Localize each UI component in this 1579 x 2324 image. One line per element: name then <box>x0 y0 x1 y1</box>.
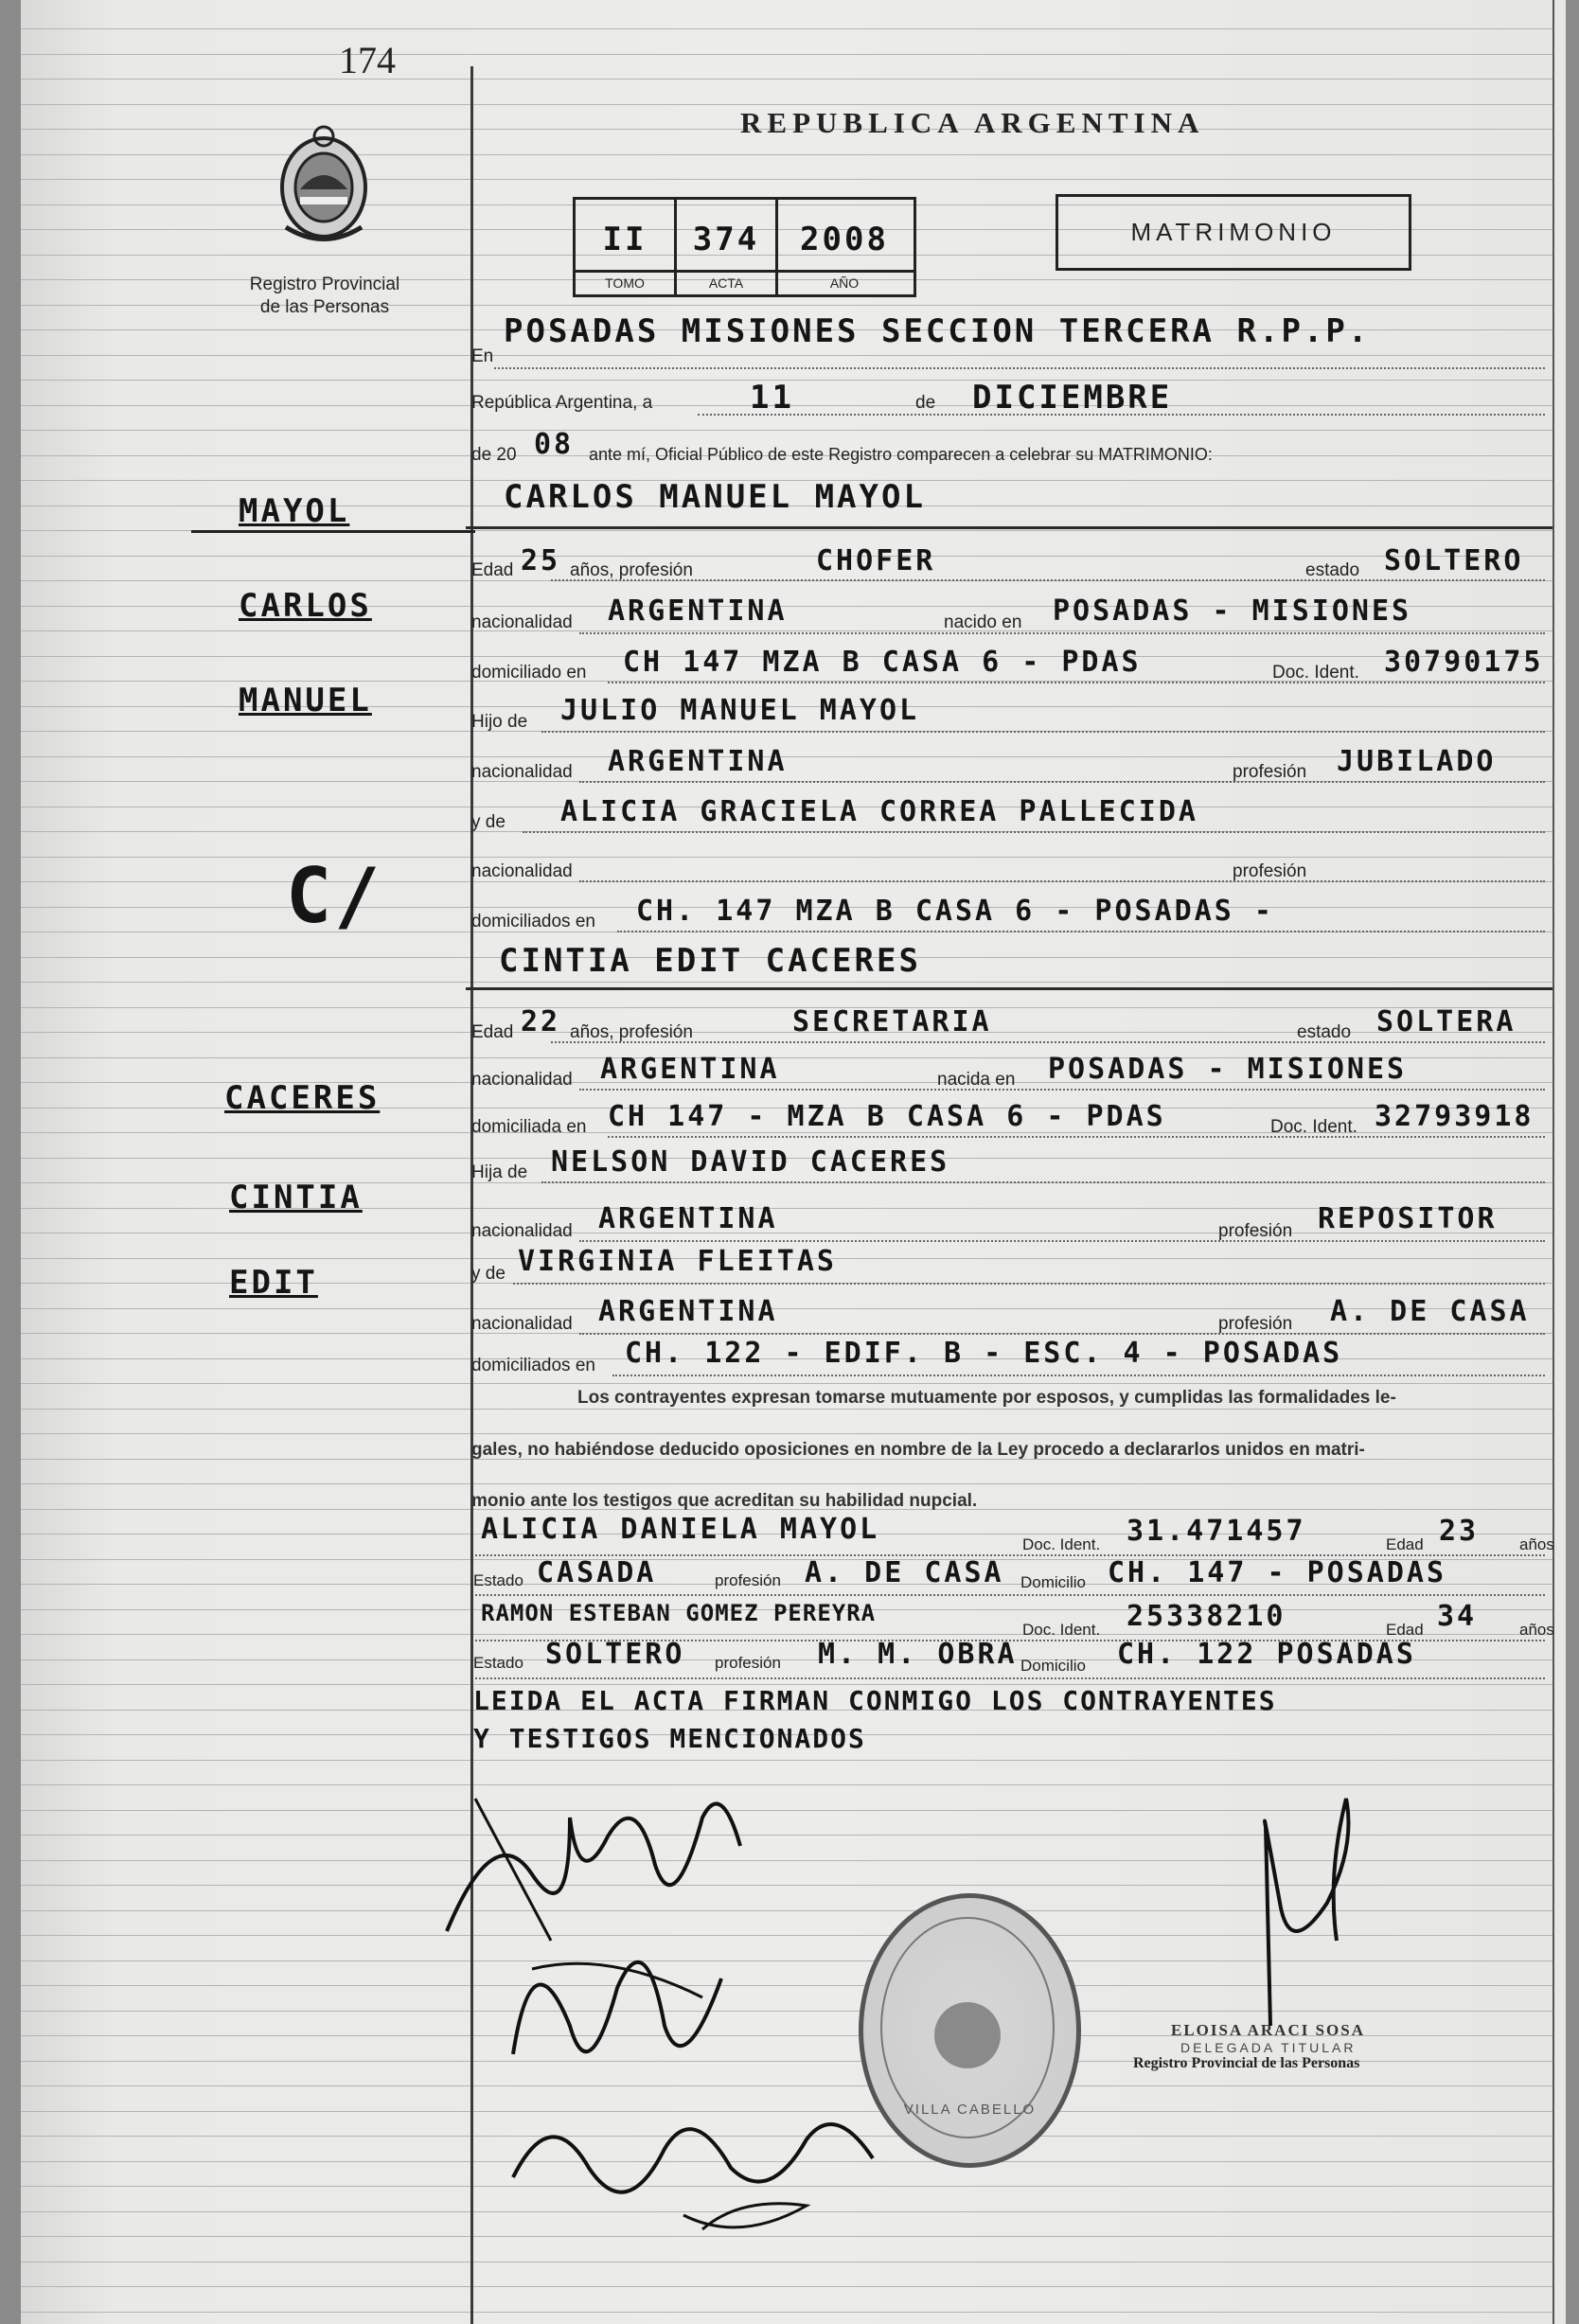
ruled-line <box>21 1433 1552 1434</box>
ruled-line <box>21 1634 1552 1635</box>
margin-groom-first: CARLOS <box>239 587 372 625</box>
witness2-prof-label: profesión <box>715 1654 781 1672</box>
bride-yde-label: y de <box>471 1264 506 1284</box>
republica-label: República Argentina, a <box>471 393 653 413</box>
bride-nacida: POSADAS - MISIONES <box>1048 1053 1408 1086</box>
place-value: POSADAS MISIONES SECCION TERCERA R.P.P. <box>504 312 1371 350</box>
groom-padre-prof: JUBILADO <box>1337 745 1497 778</box>
groom-profesion: CHOFER <box>816 544 936 577</box>
bride-madre-prof-label: profesión <box>1218 1314 1293 1334</box>
groom-prof-label: años, profesión <box>570 560 693 580</box>
groom-hijo-label: Hijo de <box>471 712 528 732</box>
bride-padre: NELSON DAVID CACERES <box>551 1145 950 1179</box>
witness1-anos-label: años <box>1519 1535 1554 1553</box>
bride-hija-label: Hija de <box>471 1162 528 1182</box>
bride-doc: 32793918 <box>1375 1100 1535 1133</box>
official-seal <box>859 1893 1081 2168</box>
witness1-edad-label: Edad <box>1386 1535 1424 1553</box>
witness1-dom-label: Domicilio <box>1020 1573 1086 1591</box>
groom-estado-label: estado <box>1305 560 1360 580</box>
year-suffix: 08 <box>534 428 575 461</box>
groom-padre-prof-label: profesión <box>1233 762 1307 782</box>
margin-groom-surname: MAYOL <box>239 492 350 530</box>
bride-padres-dom: CH. 122 - EDIF. B - ESC. 4 - POSADAS <box>625 1337 1343 1370</box>
bride-nacida-label: nacida en <box>937 1070 1016 1090</box>
groom-doc-label: Doc. Ident. <box>1272 663 1359 683</box>
closing-line-2: Y TESTIGOS MENCIONADOS <box>473 1723 866 1754</box>
bride-madre: VIRGINIA FLEITAS <box>518 1245 837 1278</box>
witness2-doc-label: Doc. Ident. <box>1022 1621 1101 1639</box>
acta-value: 374 <box>692 221 760 258</box>
bride-edad-label: Edad <box>471 1022 514 1042</box>
groom-madre: ALICIA GRACIELA CORREA PALLECIDA <box>560 795 1198 828</box>
witness2-estado: SOLTERO <box>545 1638 685 1671</box>
document-type-box <box>1056 194 1411 271</box>
ruled-line <box>21 1784 1552 1785</box>
bride-madre-nac: ARGENTINA <box>598 1295 778 1328</box>
country-heading: REPUBLICA ARGENTINA <box>740 106 1205 139</box>
tomo-value: II <box>602 221 648 258</box>
bride-nac-label: nacionalidad <box>471 1070 573 1090</box>
ruled-line <box>21 2286 1552 2287</box>
declaration-line-2: gales, no habiéndose deducido oposiciones en nombre de la Ley procedo a declararlos unidos en matri- <box>471 1440 1365 1460</box>
groom-dom-label: domiciliado en <box>471 663 587 683</box>
year-prefix: de 20 <box>471 445 517 465</box>
ruled-line <box>21 54 1552 55</box>
bride-domicilio: CH 147 - MZA B CASA 6 - PDAS <box>608 1100 1166 1133</box>
document-type: MATRIMONIO <box>1130 218 1337 246</box>
ruled-line <box>21 1383 1552 1384</box>
groom-full-name: CARLOS MANUEL MAYOL <box>504 478 926 516</box>
bride-padre-nac: ARGENTINA <box>598 1202 778 1235</box>
witness2-dom-label: Domicilio <box>1020 1657 1086 1675</box>
intro-statement: ante mí, Oficial Público de este Registro comparecen a celebrar su MATRIMONIO: <box>589 445 1213 464</box>
bride-prof-label: años, profesión <box>570 1022 693 1042</box>
witness2-profesion: M. M. OBRA <box>818 1638 1018 1671</box>
bride-dom-label: domiciliada en <box>471 1117 587 1137</box>
witness2-domicilio: CH. 122 POSADAS <box>1117 1638 1416 1671</box>
witness2-edad-label: Edad <box>1386 1621 1424 1639</box>
witness1-doc: 31.471457 <box>1127 1515 1306 1548</box>
ruled-line <box>21 79 1552 80</box>
groom-padres-dom-label: domiciliados en <box>471 912 595 931</box>
official-stamp <box>1133 2021 1365 2072</box>
groom-nacido: POSADAS - MISIONES <box>1053 594 1412 628</box>
bride-padre-prof-label: profesión <box>1218 1221 1293 1241</box>
ruled-line <box>21 1308 1552 1309</box>
de-label: de <box>915 393 936 413</box>
groom-domicilio: CH 147 MZA B CASA 6 - PDAS <box>623 646 1142 679</box>
bride-doc-label: Doc. Ident. <box>1270 1117 1357 1137</box>
ruled-line <box>21 630 1552 631</box>
bride-edad: 22 <box>521 1005 561 1038</box>
page-number: 174 <box>339 39 396 81</box>
margin-groom-middle: MANUEL <box>239 682 372 719</box>
registry-name-line1: Registro Provincial <box>249 275 400 294</box>
witness1-prof-label: profesión <box>715 1571 781 1589</box>
ruled-line <box>21 556 1552 557</box>
en-label: En <box>471 346 494 366</box>
signature-witnesses <box>494 2064 892 2253</box>
groom-nacionalidad: ARGENTINA <box>608 594 788 628</box>
witness2-estado-label: Estado <box>473 1654 523 1672</box>
anio-value: 2008 <box>800 221 889 258</box>
groom-madre-nac-label: nacionalidad <box>471 861 573 881</box>
witness2-name: RAMON ESTEBAN GOMEZ PEREYRA <box>481 1600 877 1626</box>
groom-madre-prof-label: profesión <box>1233 861 1307 881</box>
bride-madre-nac-label: nacionalidad <box>471 1314 573 1334</box>
anio-label: AÑO <box>829 275 860 291</box>
witness1-edad: 23 <box>1439 1515 1480 1548</box>
margin-bride-first: CINTIA <box>229 1179 363 1216</box>
witness1-domicilio: CH. 147 - POSADAS <box>1108 1556 1447 1589</box>
margin-bride-surname: CACERES <box>224 1079 381 1117</box>
bride-padres-dom-label: domiciliados en <box>471 1356 595 1375</box>
bride-nacionalidad: ARGENTINA <box>600 1053 780 1086</box>
witness1-estado: CASADA <box>537 1556 657 1589</box>
bride-madre-prof: A. DE CASA <box>1330 1295 1530 1328</box>
official-name: ELOISA ARACI SOSA <box>1171 2021 1366 2039</box>
groom-padres-dom: CH. 147 MZA B CASA 6 - POSADAS - <box>636 895 1274 928</box>
signature-official <box>1214 1789 1384 2035</box>
official-org: Registro Provincial de las Personas <box>1133 2055 1360 2071</box>
groom-estado: SOLTERO <box>1384 544 1524 577</box>
witness1-profesion: A. DE CASA <box>805 1556 1004 1589</box>
seal-text: VILLA CABELLO <box>903 2102 1037 2118</box>
margin-con: C/ <box>286 852 383 940</box>
ruled-line <box>21 982 1552 983</box>
groom-padre-nac: ARGENTINA <box>608 745 788 778</box>
declaration-line-1: Los contrayentes expresan tomarse mutuamente por esposos, y cumplidas las formalidades le- <box>577 1388 1396 1408</box>
groom-yde-label: y de <box>471 812 506 832</box>
witness2-edad: 34 <box>1437 1600 1478 1633</box>
ruled-line <box>21 154 1552 155</box>
ruled-line <box>21 430 1552 431</box>
witness2-anos-label: años <box>1519 1621 1554 1639</box>
declaration-line-3: monio ante los testigos que acreditan su habilidad nupcial. <box>471 1491 978 1511</box>
bride-profesion: SECRETARIA <box>792 1005 992 1038</box>
groom-padre: JULIO MANUEL MAYOL <box>560 694 920 727</box>
witness1-estado-label: Estado <box>473 1571 523 1589</box>
closing-line-1: LEIDA EL ACTA FIRMAN CONMIGO LOS CONTRAYENTES <box>473 1685 1277 1716</box>
ruled-line <box>21 1007 1552 1008</box>
bride-estado-label: estado <box>1297 1022 1352 1042</box>
groom-edad: 25 <box>521 544 561 577</box>
ruled-line <box>21 104 1552 105</box>
ruled-line <box>21 2312 1552 2313</box>
bride-estado: SOLTERA <box>1376 1005 1517 1038</box>
right-edge-line <box>1552 0 1554 2324</box>
ruled-line <box>21 857 1552 858</box>
groom-nac-label: nacionalidad <box>471 612 573 632</box>
witness1-name: ALICIA DANIELA MAYOL <box>481 1513 880 1546</box>
margin-bride-middle: EDIT <box>229 1264 318 1302</box>
witness1-doc-label: Doc. Ident. <box>1022 1535 1101 1553</box>
registry-page <box>21 0 1566 2324</box>
coat-of-arms-logo <box>272 123 376 251</box>
official-title: DELEGADA TITULAR <box>1180 2040 1357 2055</box>
acta-label: ACTA <box>708 275 744 291</box>
ruled-line <box>21 1483 1552 1484</box>
registry-name-line2: de las Personas <box>259 297 390 317</box>
bride-padre-nac-label: nacionalidad <box>471 1221 573 1241</box>
groom-doc: 30790175 <box>1384 646 1544 679</box>
ruled-line <box>21 1760 1552 1761</box>
witness2-doc: 25338210 <box>1127 1600 1286 1633</box>
groom-nacido-label: nacido en <box>944 612 1022 632</box>
month-value: DICIEMBRE <box>972 379 1173 417</box>
ruled-line <box>21 28 1552 29</box>
bride-padre-prof: REPOSITOR <box>1318 1202 1498 1235</box>
groom-padre-nac-label: nacionalidad <box>471 762 573 782</box>
ruled-line <box>21 1409 1552 1410</box>
tomo-label: TOMO <box>605 275 645 291</box>
bride-full-name: CINTIA EDIT CACERES <box>499 942 921 980</box>
act-number-box <box>573 197 916 297</box>
ruled-line <box>21 179 1552 180</box>
day-value: 11 <box>750 379 794 417</box>
groom-edad-label: Edad <box>471 560 514 580</box>
ruled-line <box>21 355 1552 356</box>
